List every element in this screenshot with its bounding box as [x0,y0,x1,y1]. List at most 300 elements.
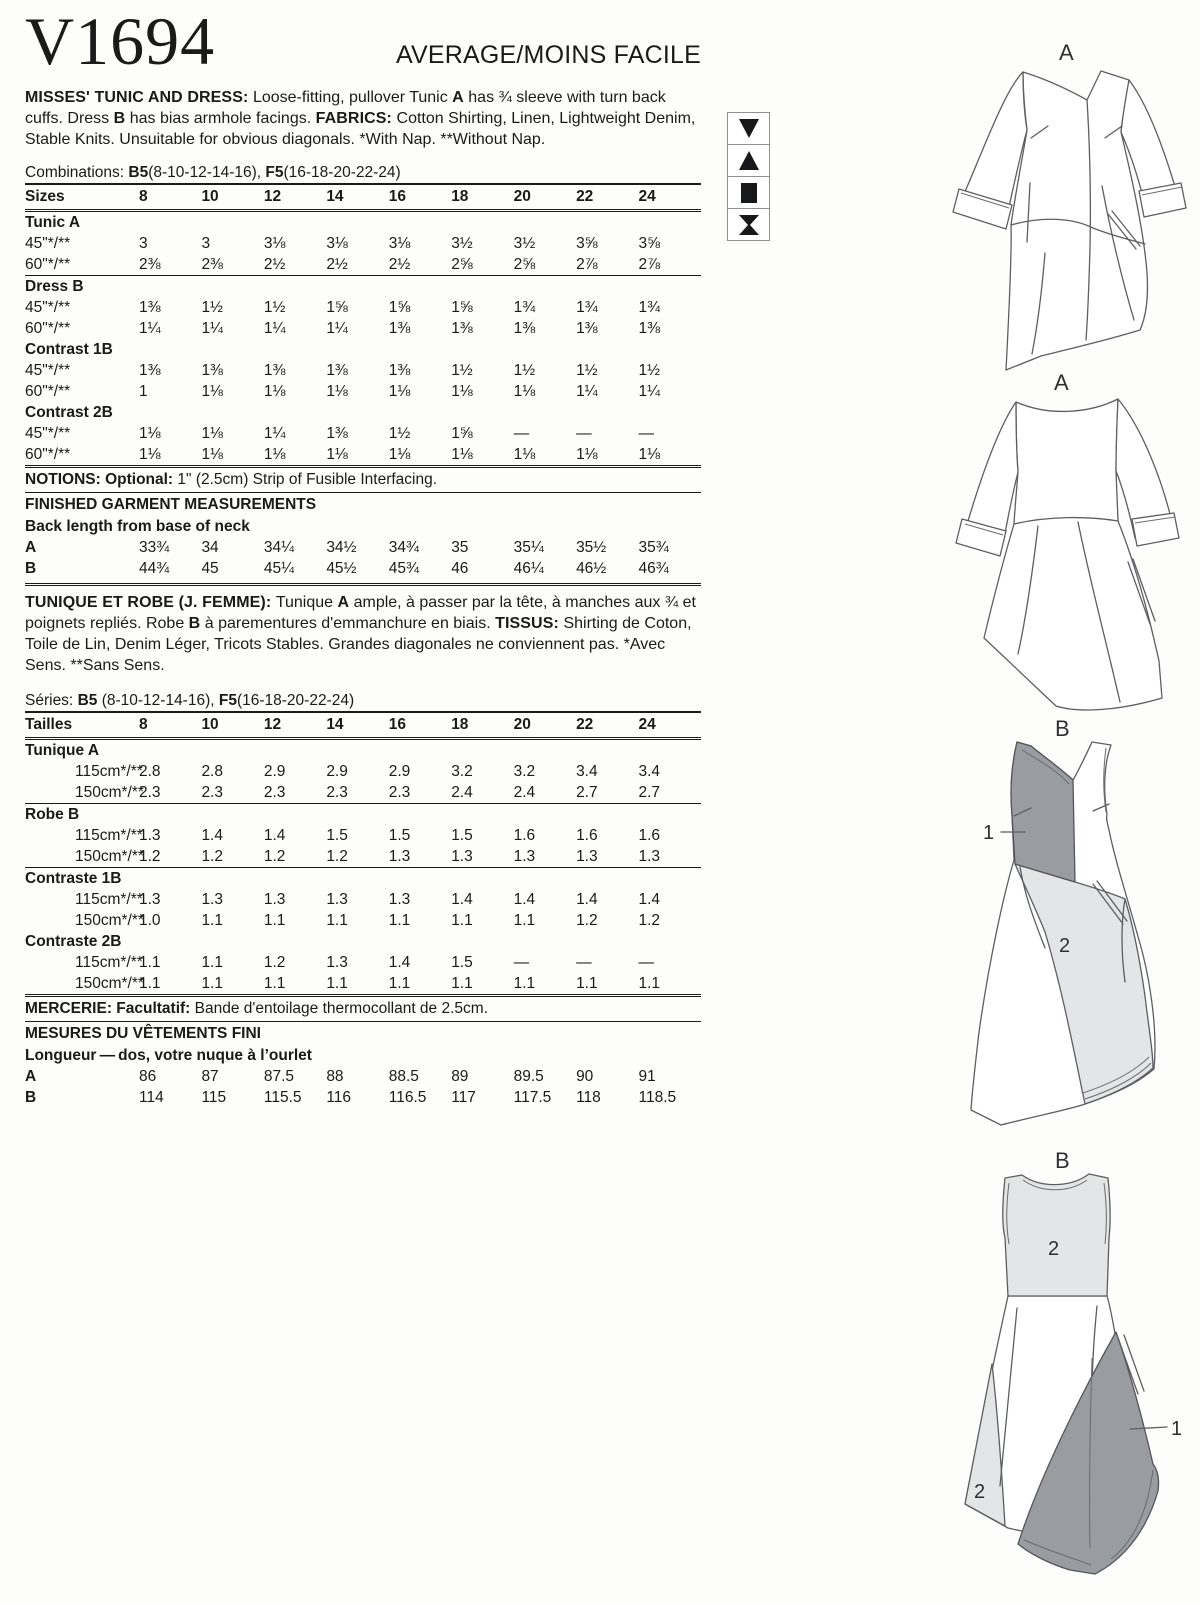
mercerie-line [25,997,701,1022]
text-column [25,0,701,1108]
size-column-header: 18 [451,184,513,211]
yardage-cell: 1.5 [451,827,473,844]
yardage-cell: 1⅛ [513,383,536,400]
yardage-cell: 46¼ [513,560,544,577]
yardage-cell: 2.4 [513,784,536,801]
yardage-cell: 1⅛ [201,446,223,463]
yardage-cell: 1⅛ [513,446,536,463]
row-label: 115cm*/** [75,763,143,780]
yardage-cell: 1⅜ [451,320,473,337]
yardage-cell: 3⅛ [326,235,348,252]
yardage-cell: 2⅞ [638,256,661,273]
text-segment: MISSES' TUNIC AND DRESS: [25,89,253,106]
yardage-cell: 1.6 [513,827,536,844]
yardage-cell: 1⅜ [576,320,598,337]
yardage-cell: 1.2 [263,954,286,971]
yardage-cell: 87.5 [263,1068,295,1085]
yardage-cell: 87 [201,1068,219,1085]
section-label: Contrast 2B [25,404,113,421]
yardage-cell: 45¼ [263,560,295,577]
yardage-cell: 35¼ [513,539,544,556]
table-row [25,360,701,381]
finished-measurements-title-fr: MESURES DU VÊTEMENTS FINI [25,1025,261,1042]
row-label: 150cm*/** [75,975,144,992]
yardage-cell: 1⅛ [638,446,661,463]
yardage-cell: 1⅝ [451,425,473,442]
table-row [25,381,701,402]
text-segment: B5 [128,164,149,181]
description-english [25,87,701,150]
yardage-cell: 2.7 [576,784,598,801]
yardage-cell: 1.1 [201,975,223,992]
yardage-cell: — [576,425,592,442]
yardage-cell: 34 [201,539,219,556]
text-segment: TISSUS: [495,615,564,632]
table-row [25,973,701,996]
table-row [25,761,701,782]
yardage-cell: 1⅜ [139,299,161,316]
size-column-header: 8 [139,184,201,211]
size-column-header: 20 [514,184,576,211]
yardage-cell: 89 [451,1068,469,1085]
yardage-cell: 1⅛ [451,383,473,400]
yardage-cell: 1.3 [576,848,598,865]
text-segment: has ¾ sleeve with turn back cuffs. Dress [25,89,666,127]
yardage-cell: 2.9 [326,763,348,780]
yardage-cell: 88 [326,1068,344,1085]
yardage-cell: 3.4 [638,763,661,780]
yardage-cell: 1¼ [576,383,598,400]
yardage-cell: 1¼ [638,383,661,400]
view-label-a-back: A [1054,370,1069,395]
view-label-a-front: A [1059,40,1074,65]
finished-measurements-subtitle-fr: Longueur — dos, votre nuque à l’ourlet [25,1047,312,1064]
yardage-cell: 1⅛ [201,425,223,442]
yardage-cell: 2.3 [388,784,411,801]
yardage-cell: 1½ [513,362,536,379]
yardage-cell: 1.2 [263,848,286,865]
yardage-cell: 1¼ [263,320,286,337]
pattern-number: V1694 [25,3,216,79]
row-label: 150cm*/** [75,848,144,865]
row-label: 45"*/** [25,235,71,252]
dress-b-back-bodice-contrast2 [1003,1174,1110,1296]
callout-contrast2-front: 2 [1059,935,1071,957]
nap-symbols-column [727,113,770,241]
yardage-cell: 35½ [576,539,607,556]
size-header-label: Sizes [25,184,139,211]
yardage-cell: 91 [638,1068,656,1085]
yardage-cell: 1.1 [638,975,661,992]
yardage-cell: 117.5 [513,1089,552,1106]
table-row [25,276,701,298]
table-row [25,931,701,952]
yardage-cell: 3⅝ [576,235,598,252]
text-segment: Bande d'entoilage thermocollant de 2.5cm. [194,1000,488,1017]
yardage-cell: 1.1 [513,912,536,929]
yardage-cell: 1.1 [576,975,598,992]
yardage-cell: 1⅛ [388,446,411,463]
yardage-table-imperial [25,183,701,468]
header-row [25,3,701,79]
yardage-cell: 116.5 [388,1089,427,1106]
finished-measurements-french [25,1024,701,1108]
yardage-cell: 1.4 [263,827,286,844]
text-segment: ample, à passer par la tête, à manches aux ¾ et poignets repliés. Robe [25,594,696,632]
yardage-cell: 1.6 [638,827,661,844]
yardage-cell: 1⅜ [388,362,411,379]
yardage-cell: 1⅜ [139,362,161,379]
yardage-cell: 2.9 [388,763,411,780]
text-segment: F5 [265,164,284,181]
table-row [25,254,701,276]
description-french [25,592,701,676]
row-label: 115cm*/** [75,891,143,908]
size-column-header: 24 [639,184,702,211]
yardage-cell: 1.5 [388,827,411,844]
callout-contrast2-gore: 2 [974,1481,986,1503]
yardage-cell: 1⅛ [326,383,348,400]
yardage-cell: 46 [451,560,469,577]
size-column-header: 16 [389,184,451,211]
finished-measurements-table-en [25,537,701,579]
yardage-cell: 2.8 [139,763,161,780]
yardage-cell: — [638,954,654,971]
nap-triangle-up-icon [727,144,770,177]
yardage-cell: 3 [201,235,211,252]
yardage-cell: 1.1 [451,912,473,929]
yardage-cell: 3⅛ [263,235,286,252]
yardage-cell: 118.5 [638,1089,677,1106]
text-segment: B [188,615,201,632]
row-label: 150cm*/** [75,784,144,801]
row-label: B [25,560,37,577]
yardage-cell: 88.5 [388,1068,419,1085]
size-column-header: 18 [451,712,513,739]
yardage-cell: 46¾ [638,560,669,577]
table-row [25,825,701,846]
yardage-cell: 1¼ [326,320,348,337]
size-column-header: 20 [514,712,576,739]
yardage-cell: 1.3 [139,827,161,844]
yardage-cell: 1⅛ [201,383,223,400]
yardage-cell: 86 [139,1068,157,1085]
yardage-cell: 1.1 [201,954,223,971]
table-row [25,297,701,318]
text-segment: B5 [77,692,98,709]
row-label: 60"*/** [25,256,71,273]
size-column-header: 10 [201,184,263,211]
text-segment: Combinations: [25,164,129,181]
yardage-cell: 1⅛ [576,446,598,463]
yardage-cell: 46½ [576,560,607,577]
finished-measurements-subtitle-en: Back length from base of neck [25,518,250,535]
row-label: 45"*/** [25,299,71,316]
text-segment: A [337,594,350,611]
yardage-cell: 1½ [451,362,473,379]
size-column-header: 14 [326,184,388,211]
text-segment: F5 [218,692,237,709]
yardage-cell: 33¾ [139,539,170,556]
yardage-cell: 1.2 [576,912,598,929]
yardage-cell: 2½ [388,256,411,273]
yardage-cell: 1½ [263,299,286,316]
text-segment: Shirting de Coton, Toile de Lin, Denim Léger, Tricots Stables. Grandes diagonales ne conviennent pas. *Avec Sens. **Sans Sens. [25,615,692,674]
yardage-cell: 1⅛ [263,446,286,463]
yardage-cell: 1.3 [326,954,348,971]
table-row [25,537,701,558]
yardage-cell: 1.1 [263,975,286,992]
text-segment: (8-10-12-14-16), [148,164,266,181]
yardage-cell: 1½ [201,299,223,316]
callout-contrast1-back: 1 [1171,1418,1183,1440]
yardage-cell: 1⅝ [451,299,473,316]
text-segment: A [452,89,464,106]
yardage-cell: 1.4 [201,827,223,844]
size-column-header: 22 [576,184,638,211]
yardage-cell: 1¼ [201,320,223,337]
table-row [25,846,701,868]
view-label-b-back: B [1055,1148,1070,1173]
yardage-cell: 2.7 [638,784,661,801]
text-segment: MERCERIE: Facultatif: [25,1000,195,1017]
row-label: 45"*/** [25,362,71,379]
yardage-cell: 1.1 [388,912,411,929]
yardage-cell: 1.3 [139,891,161,908]
yardage-cell: 1.1 [139,975,161,992]
yardage-cell: 1⅜ [638,320,661,337]
yardage-cell: 1½ [576,362,598,379]
drawing-tunic-a-back [928,362,1200,707]
section-label: Contraste 2B [25,933,122,950]
yardage-cell: 1.2 [326,848,348,865]
yardage-cell: 1.3 [451,848,473,865]
row-label: 150cm*/** [75,912,144,929]
text-segment: à parementures d'emmanchure en biais. [200,615,496,632]
row-label: A [25,539,37,556]
yardage-cell: 1.4 [638,891,661,908]
yardage-cell: 1.4 [576,891,598,908]
nap-square-icon [727,176,770,209]
text-segment: Loose-fitting, pullover Tunic [252,89,453,106]
drawing-tunic-a-front [893,18,1198,368]
yardage-cell: 1¾ [576,299,598,316]
yardage-cell: 1.6 [576,827,598,844]
text-segment: Cotton Shirting, Linen, Lightweight Denim, Stable Knits. Unsuitable for obvious diagonals. *With Nap. **Without Nap. [25,110,696,148]
yardage-cell: 1.3 [388,848,411,865]
yardage-cell: 2.4 [451,784,473,801]
yardage-cell: 3 [139,235,148,252]
table-row [25,889,701,910]
yardage-cell: 2⅞ [576,256,598,273]
section-label: Contrast 1B [25,341,113,358]
text-segment: Séries: [25,692,78,709]
table-row [25,339,701,360]
yardage-cell: 1.1 [263,912,286,929]
section-label: Tunic A [25,214,81,231]
yardage-cell: 2⅜ [139,256,161,273]
yardage-cell: 1.3 [638,848,661,865]
yardage-cell: 45½ [326,560,357,577]
row-label: 45"*/** [25,425,71,442]
yardage-cell: 116 [326,1089,352,1106]
section-label: Contraste 1B [25,868,701,890]
text-segment: (16-18-20-22-24) [236,692,355,709]
yardage-cell: 35 [451,539,469,556]
table-row [25,318,701,339]
yardage-cell: 1⅛ [326,446,348,463]
yardage-cell: 1.1 [201,912,223,929]
yardage-cell: 3.2 [513,763,536,780]
yardage-cell: 44¾ [139,560,170,577]
yardage-cell: 1⅛ [263,383,286,400]
yardage-cell: 1⅝ [388,299,411,316]
table-row [25,233,701,254]
yardage-cell: 34¾ [388,539,419,556]
difficulty-label: AVERAGE/MOINS FACILE [395,41,701,69]
tunic-a-back-left-sleeve [968,402,1018,539]
text-segment: FABRICS: [315,110,397,127]
size-column-header: 24 [639,712,702,739]
finished-measurements-title-en: FINISHED GARMENT MEASUREMENTS [25,496,317,513]
yardage-cell: 1¾ [513,299,536,316]
row-label: A [25,1068,37,1085]
section-label: Dress B [25,276,701,298]
yardage-cell: 1.1 [326,975,348,992]
yardage-cell: 45 [201,560,219,577]
table-row [25,211,701,234]
yardage-cell: 1.3 [326,891,348,908]
table-row [25,910,701,931]
yardage-cell: 117 [451,1089,476,1106]
yardage-cell: 1.2 [638,912,661,929]
text-segment: Tunique [275,594,338,611]
yardage-cell: 1.4 [451,891,473,908]
size-column-header: 16 [389,712,451,739]
yardage-cell: 1.5 [326,827,348,844]
yardage-cell: 3⅛ [388,235,411,252]
text-segment: NOTIONS: Optional: [25,471,178,488]
yardage-cell: 3.4 [576,763,598,780]
size-header-label: Tailles [25,712,139,739]
yardage-cell: 1¼ [263,425,286,442]
yardage-cell: 115 [201,1089,227,1106]
table-row [25,952,701,973]
yardage-cell: 2.3 [201,784,223,801]
text-segment: has bias armhole facings. [125,110,316,127]
row-label: 115cm*/** [75,827,143,844]
yardage-cell: 1.5 [451,954,473,971]
section-label: Robe B [25,804,701,826]
yardage-cell: 1⅜ [513,320,536,337]
yardage-cell: 1.1 [451,975,473,992]
section-label: Tunique A [25,742,100,759]
yardage-cell: 1¾ [638,299,661,316]
yardage-cell: 1½ [388,425,411,442]
yardage-cell: 2.3 [139,784,161,801]
size-column-header: 12 [264,184,326,211]
yardage-cell: 1.0 [139,912,161,929]
table-row [25,558,701,579]
view-label-b-front: B [1055,716,1070,741]
yardage-cell: 1.1 [139,954,161,971]
finished-measurements-table-fr [25,1066,701,1108]
yardage-cell: 118 [576,1089,601,1106]
notions-line [25,468,701,493]
yardage-cell: — [513,954,530,971]
yardage-cell: 35¾ [638,539,669,556]
yardage-cell: — [513,425,530,442]
yardage-cell: 1⅛ [139,446,161,463]
yardage-cell: 1⅜ [388,320,411,337]
yardage-cell: 1 [139,383,148,400]
table-row [25,804,701,826]
text-segment: TUNIQUE ET ROBE (J. FEMME): [25,594,276,611]
yardage-cell: 1⅜ [201,362,223,379]
yardage-cell: 90 [576,1068,594,1085]
yardage-cell: — [638,425,654,442]
yardage-cell: 114 [139,1089,164,1106]
table-row [25,868,701,890]
row-label: 60"*/** [25,320,71,337]
size-column-header: 12 [264,712,326,739]
table-row [25,444,701,467]
size-column-header: 8 [139,712,201,739]
table-header-row [25,712,701,739]
yardage-cell: 3½ [451,235,473,252]
yardage-table-metric [25,711,701,997]
text-segment: 1" (2.5cm) Strip of Fusible Interfacing. [177,471,438,488]
table-row [25,1066,701,1087]
yardage-cell: 2½ [326,256,348,273]
callout-contrast1-front: 1 [983,822,995,844]
size-column-header: 10 [201,712,263,739]
table-row [25,402,701,423]
table-row [25,423,701,444]
yardage-cell: 115.5 [263,1089,302,1106]
yardage-cell: 1.1 [326,912,348,929]
yardage-cell: 2⅜ [201,256,223,273]
yardage-cell: 1.2 [139,848,161,865]
yardage-cell: 1⅜ [326,425,348,442]
yardage-cell: 2.8 [201,763,223,780]
yardage-cell: 34¼ [263,539,295,556]
size-column-header: 22 [576,712,638,739]
yardage-cell: 89.5 [513,1068,544,1085]
yardage-cell: 1.1 [388,975,411,992]
nap-triangle-down-icon [727,112,770,145]
table-row [25,1087,701,1108]
row-label: 60"*/** [25,446,71,463]
series-line [25,691,701,711]
yardage-cell: 1⅜ [263,362,286,379]
yardage-cell: 1.3 [388,891,411,908]
yardage-cell: 1⅛ [388,383,411,400]
row-label: B [25,1089,37,1106]
yardage-cell: 1.4 [513,891,536,908]
table-row [25,739,701,762]
drawing-dress-b-front [925,712,1200,1157]
row-label: 60"*/** [25,383,71,400]
yardage-cell: 2.3 [326,784,348,801]
finished-measurements-english [25,495,701,586]
yardage-cell: 34½ [326,539,357,556]
yardage-cell: 3½ [513,235,536,252]
yardage-cell: 1¼ [139,320,161,337]
drawing-dress-b-back [920,1146,1200,1605]
yardage-cell: 1.4 [388,954,411,971]
yardage-cell: 3⅝ [638,235,661,252]
